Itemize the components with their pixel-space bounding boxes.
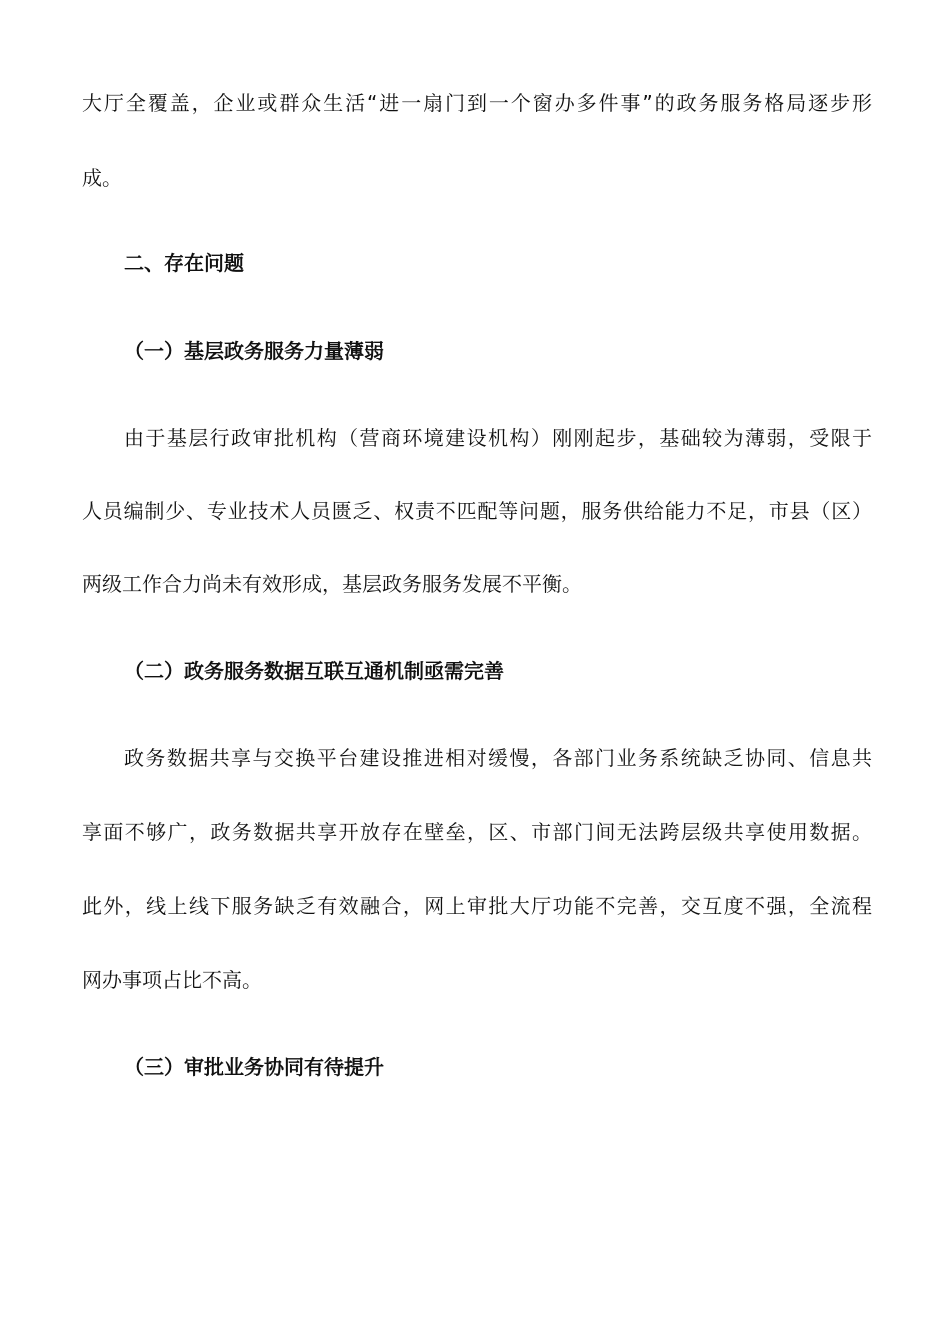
paragraph-line: 享面不够广，政务数据共享开放存在壁垒，区、市部门间无法跨层级共享使用数据。 (82, 820, 872, 844)
subsection-heading: （三）审批业务协同有待提升 (124, 1055, 384, 1079)
paragraph-line: 人员编制少、专业技术人员匮乏、权责不匹配等问题，服务供给能力不足，市县（区） (82, 499, 872, 523)
paragraph-line: 此外，线上线下服务缺乏有效融合，网上审批大厅功能不完善，交互度不强，全流程 (82, 894, 872, 918)
paragraph-line: 网办事项占比不高。 (82, 968, 262, 992)
paragraph-line: 政务数据共享与交换平台建设推进相对缓慢，各部门业务系统缺乏协同、信息共 (124, 746, 872, 770)
section-heading: 二、存在问题 (124, 251, 244, 275)
paragraph-line: 两级工作合力尚未有效形成，基层政务服务发展不平衡。 (82, 572, 582, 596)
paragraph-line: 由于基层行政审批机构（营商环境建设机构）刚刚起步，基础较为薄弱，受限于 (124, 426, 872, 450)
paragraph-line: 成。 (82, 166, 122, 190)
subsection-heading: （一）基层政务服务力量薄弱 (124, 339, 384, 363)
paragraph-line: 大厅全覆盖，企业或群众生活“进一扇门到一个窗办多件事”的政务服务格局逐步形 (82, 91, 872, 115)
subsection-heading: （二）政务服务数据互联互通机制亟需完善 (124, 659, 504, 683)
